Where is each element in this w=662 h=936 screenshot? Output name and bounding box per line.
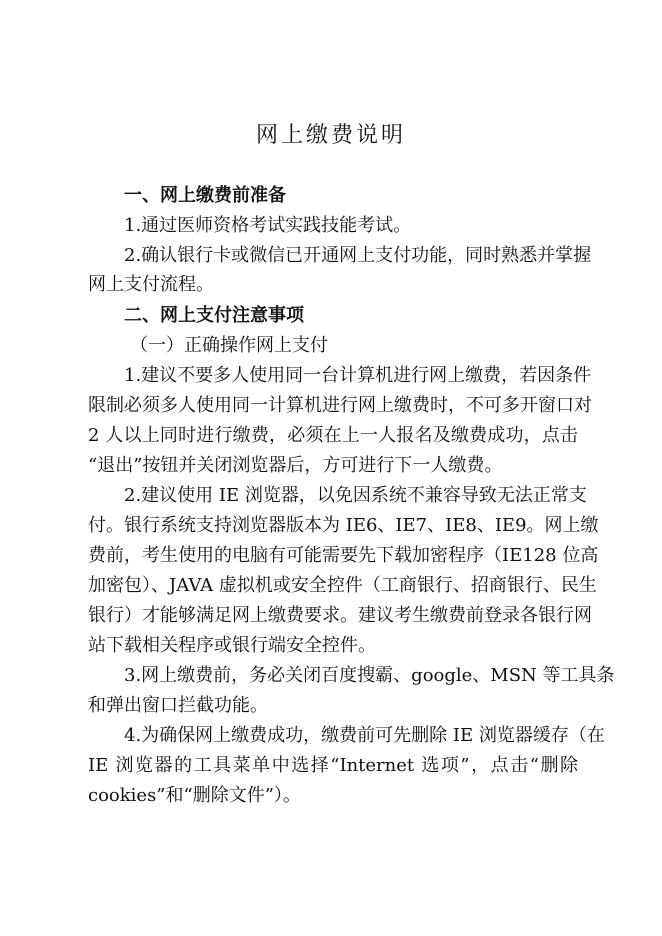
paragraph-line: 和弹出窗口拦截功能。: [88, 695, 268, 716]
paragraph-line: 2.确认银行卡或微信已开通网上支付功能，同时熟悉并掌握: [124, 245, 592, 266]
paragraph-line: 4.为确保网上缴费成功，缴费前可先删除 IE 浏览器缓存（在: [124, 725, 605, 746]
paragraph-line: cookies”和“删除文件”）。: [88, 785, 301, 806]
paragraph-line: 网上支付流程。: [88, 274, 214, 295]
paragraph-line: IE 浏览器的工具菜单中选择“Internet 选项”，点击“删除: [88, 755, 578, 776]
section-heading: 一、网上缴费前准备: [124, 185, 286, 206]
subsection-heading: （一）正确操作网上支付: [130, 335, 328, 356]
paragraph-line: 加密包）、JAVA 虚拟机或安全控件（工商银行、招商银行、民生: [88, 575, 597, 596]
paragraph-line: 限制必须多人使用同一计算机进行网上缴费时，不可多开窗口对: [88, 395, 592, 416]
paragraph-line: 站下载相关程序或银行端安全控件。: [88, 635, 376, 656]
paragraph-line: 2 人以上同时进行缴费，必须在上一人报名及缴费成功，点击: [88, 425, 578, 446]
paragraph-line: 1.建议不要多人使用同一台计算机进行网上缴费，若因条件: [124, 365, 592, 386]
paragraph-line: 2.建议使用 IE 浏览器，以免因系统不兼容导致无法正常支: [124, 485, 587, 506]
paragraph-line: 费前，考生使用的电脑有可能需要先下载加密程序（IE128 位高: [88, 545, 599, 566]
paragraph-line: 3.网上缴费前，务必关闭百度搜霸、google、MSN 等工具条: [124, 665, 615, 686]
paragraph-line: “退出”按钮并关闭浏览器后，方可进行下一人缴费。: [88, 455, 503, 476]
paragraph-line: 1.通过医师资格考试实践技能考试。: [124, 215, 412, 236]
paragraph-line: 银行）才能够满足网上缴费要求。建议考生缴费前登录各银行网: [88, 605, 592, 626]
document-title: 网上缴费说明: [255, 123, 406, 148]
paragraph-line: 付。银行系统支持浏览器版本为 IE6、IE7、IE8、IE9。网上缴: [88, 515, 599, 536]
section-heading: 二、网上支付注意事项: [124, 305, 304, 326]
